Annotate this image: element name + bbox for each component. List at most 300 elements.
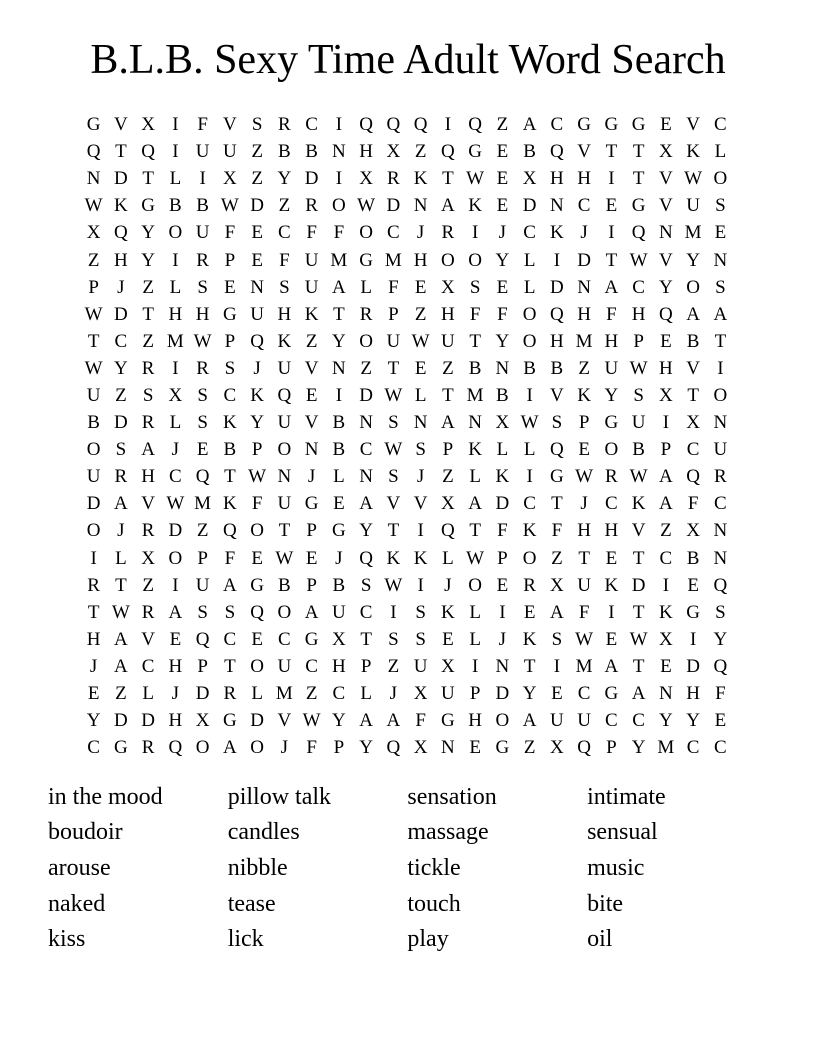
grid-letter-r17c10: J (335, 547, 343, 569)
grid-letter-r22c1: E (87, 683, 100, 705)
grid-letter-r15c17: C (523, 493, 536, 515)
grid-letter-r2c1: Q (86, 141, 101, 163)
grid-letter-r2c21: T (632, 141, 645, 163)
grid-letter-r6c4: I (172, 249, 179, 271)
grid-letter-r5c3: Y (141, 222, 155, 244)
grid-letter-r21c6: T (224, 655, 236, 677)
grid-letter-r4c2: K (114, 195, 128, 217)
grid-letter-r9c9: Z (305, 330, 318, 352)
grid-letter-r16c10: G (332, 520, 346, 542)
grid-letter-r23c21: C (632, 710, 645, 732)
grid-letter-r21c20: A (604, 655, 619, 677)
grid-letter-r14c3: H (141, 466, 155, 488)
grid-letter-r7c23: O (686, 276, 700, 298)
grid-letter-r22c6: R (223, 683, 237, 705)
grid-letter-r3c2: D (114, 168, 128, 190)
grid-letter-r15c19: J (580, 493, 588, 515)
grid-letter-r15c11: A (359, 493, 373, 515)
grid-letter-r23c15: H (468, 710, 482, 732)
grid-letter-r4c16: E (496, 195, 509, 217)
grid-letter-r5c1: X (86, 222, 101, 244)
grid-letter-r3c18: H (550, 168, 564, 190)
grid-letter-r13c23: C (686, 439, 700, 461)
grid-letter-r22c12: J (389, 683, 398, 705)
grid-letter-r9c10: Y (332, 330, 346, 352)
grid-letter-r19c18: A (550, 601, 564, 623)
grid-letter-r17c14: L (442, 547, 454, 569)
grid-letter-r11c16: B (496, 384, 509, 406)
grid-letter-r14c22: A (659, 466, 673, 488)
grid-letter-r3c24: O (713, 168, 728, 190)
grid-letter-r3c11: X (359, 168, 373, 190)
grid-letter-r10c24: I (717, 357, 724, 379)
grid-letter-r9c7: Q (250, 330, 264, 352)
grid-letter-r6c11: G (359, 249, 373, 271)
grid-letter-r7c1: P (88, 276, 99, 298)
word-list-item: intimate (587, 783, 666, 810)
grid-letter-r5c4: O (168, 222, 183, 244)
grid-letter-r24c5: O (195, 737, 210, 759)
grid-letter-r24c18: X (550, 737, 564, 759)
grid-letter-r6c19: D (577, 249, 591, 271)
grid-letter-r3c15: W (466, 168, 485, 190)
grid-letter-r23c11: A (359, 710, 373, 732)
grid-letter-r5c14: R (441, 222, 455, 244)
grid-letter-r20c21: W (629, 628, 648, 650)
grid-letter-r6c23: Y (686, 249, 700, 271)
grid-letter-r19c11: C (359, 601, 373, 623)
grid-letter-r2c11: H (359, 141, 373, 163)
grid-letter-r17c22: C (659, 547, 673, 569)
grid-letter-r3c17: X (522, 168, 537, 190)
grid-letter-r18c1: R (87, 574, 100, 596)
grid-letter-r13c10: B (332, 439, 346, 461)
grid-letter-r1c3: X (141, 114, 155, 136)
grid-letter-r12c6: K (223, 412, 237, 434)
grid-letter-r18c13: I (417, 574, 424, 596)
grid-letter-r21c9: C (305, 655, 318, 677)
grid-letter-r10c8: U (277, 357, 292, 379)
grid-letter-r12c15: N (468, 412, 482, 434)
grid-letter-r20c2: A (114, 628, 128, 650)
word-list-item: nibble (227, 854, 288, 881)
grid-letter-r11c7: K (250, 384, 264, 406)
grid-letter-r15c13: V (413, 493, 428, 515)
grid-letter-r11c2: Z (115, 384, 127, 406)
grid-letter-r13c22: P (660, 439, 672, 461)
grid-letter-r20c14: E (442, 628, 454, 650)
grid-letter-r8c1: W (84, 303, 103, 325)
grid-letter-r17c23: B (686, 547, 700, 569)
grid-letter-r8c15: F (469, 303, 481, 325)
grid-letter-r5c7: E (251, 222, 263, 244)
grid-letter-r10c5: R (196, 357, 209, 379)
grid-letter-r4c20: E (605, 195, 618, 217)
grid-letter-r13c19: E (578, 439, 590, 461)
grid-letter-r19c21: T (632, 601, 645, 623)
grid-letter-r10c15: B (468, 357, 482, 379)
grid-letter-r2c8: B (278, 141, 291, 163)
grid-letter-r5c20: I (608, 222, 615, 244)
grid-letter-r1c14: I (444, 114, 452, 136)
grid-letter-r19c9: A (304, 601, 319, 623)
grid-letter-r24c19: Q (577, 737, 591, 759)
grid-letter-r8c13: Z (414, 303, 427, 325)
grid-letter-r1c2: V (114, 114, 128, 136)
grid-letter-r2c2: T (115, 141, 127, 163)
grid-letter-r20c8: C (278, 628, 291, 650)
grid-letter-r17c9: E (305, 547, 318, 569)
grid-letter-r11c15: M (466, 384, 484, 406)
grid-letter-r18c16: E (496, 574, 509, 596)
grid-letter-r16c6: Q (223, 520, 237, 542)
grid-letter-r7c13: E (414, 276, 427, 298)
grid-letter-r9c11: O (359, 330, 373, 352)
grid-letter-r22c7: L (251, 683, 263, 705)
grid-letter-r15c10: E (333, 493, 345, 515)
grid-letter-r7c19: N (577, 276, 591, 298)
grid-letter-r22c18: E (551, 683, 563, 705)
grid-letter-r12c2: D (114, 412, 128, 434)
grid-letter-r5c18: K (550, 222, 564, 244)
grid-letter-r11c24: O (713, 384, 728, 406)
grid-letter-r11c20: Y (604, 384, 619, 406)
grid-letter-r3c4: L (169, 168, 182, 190)
grid-letter-r23c13: F (415, 710, 426, 732)
grid-letter-r21c3: C (141, 655, 155, 677)
grid-letter-r19c16: I (499, 601, 506, 623)
grid-letter-r18c15: O (468, 574, 482, 596)
grid-letter-r20c12: S (388, 628, 399, 650)
grid-letter-r7c12: F (388, 276, 399, 298)
grid-letter-r18c9: P (306, 574, 317, 596)
grid-letter-r17c12: K (386, 547, 401, 569)
grid-letter-r16c7: O (250, 520, 264, 542)
grid-letter-r24c7: O (250, 737, 264, 759)
grid-letter-r1c13: Q (413, 114, 428, 136)
grid-letter-r13c21: B (632, 439, 645, 461)
grid-letter-r24c20: P (606, 737, 617, 759)
grid-letter-r4c9: R (305, 195, 318, 217)
grid-letter-r4c15: K (468, 195, 482, 217)
grid-letter-r6c3: Y (141, 249, 155, 271)
grid-letter-r2c24: L (714, 141, 727, 163)
grid-letter-r6c14: O (441, 249, 455, 271)
grid-letter-r19c13: S (415, 601, 426, 623)
grid-letter-r1c23: V (686, 114, 700, 136)
grid-letter-r21c7: O (250, 655, 264, 677)
grid-letter-r15c2: A (114, 493, 128, 515)
grid-letter-r9c13: W (411, 330, 430, 352)
grid-letter-r9c24: T (714, 330, 727, 352)
grid-letter-r24c3: R (141, 737, 155, 759)
grid-letter-r13c8: O (277, 439, 292, 461)
grid-letter-r8c21: H (631, 303, 646, 325)
grid-letter-r6c24: N (713, 249, 728, 271)
grid-letter-r12c5: S (197, 412, 208, 434)
grid-letter-r22c16: D (495, 683, 510, 705)
page-title: B.L.B. Sexy Time Adult Word Search (90, 37, 726, 83)
grid-letter-r10c7: J (253, 357, 261, 379)
word-list-item: boudoir (48, 819, 123, 846)
grid-letter-r4c19: C (577, 195, 591, 217)
grid-letter-r24c23: C (686, 737, 700, 759)
grid-letter-r12c21: U (631, 412, 646, 434)
grid-letter-r15c3: V (141, 493, 155, 515)
grid-letter-r15c16: D (495, 493, 510, 515)
grid-letter-r15c23: F (687, 493, 699, 515)
grid-letter-r7c17: L (523, 276, 536, 298)
grid-letter-r7c11: L (360, 276, 372, 298)
grid-letter-r1c21: G (631, 114, 646, 136)
grid-letter-r13c6: B (223, 439, 237, 461)
grid-letter-r6c2: H (114, 249, 128, 271)
grid-letter-r8c7: U (250, 303, 264, 325)
grid-letter-r20c7: E (251, 628, 263, 650)
grid-letter-r15c14: X (441, 493, 455, 515)
grid-letter-r8c5: H (195, 303, 210, 325)
grid-letter-r15c8: U (277, 493, 292, 515)
grid-letter-r1c1: G (86, 114, 101, 136)
grid-letter-r12c11: N (359, 412, 373, 434)
grid-letter-r12c22: I (662, 412, 670, 434)
grid-letter-r21c19: M (575, 655, 593, 677)
grid-letter-r13c15: K (468, 439, 482, 461)
grid-letter-r20c18: S (551, 628, 563, 650)
grid-letter-r11c12: W (384, 384, 403, 406)
grid-letter-r12c20: G (604, 412, 619, 434)
grid-letter-r1c17: A (522, 114, 537, 136)
grid-letter-r12c8: U (277, 412, 292, 434)
grid-letter-r20c10: X (332, 628, 346, 650)
grid-letter-r19c6: S (224, 601, 236, 623)
grid-letter-r9c22: E (660, 330, 672, 352)
grid-letter-r9c2: C (114, 330, 128, 352)
grid-letter-r9c15: T (469, 330, 481, 352)
grid-letter-r2c19: V (577, 141, 591, 163)
grid-letter-r10c17: B (523, 357, 536, 379)
grid-letter-r10c2: Y (114, 357, 128, 379)
grid-letter-r6c12: M (384, 249, 402, 271)
word-list-item: kiss (48, 926, 86, 953)
grid-letter-r11c13: L (414, 384, 427, 406)
grid-letter-r2c14: Q (441, 141, 455, 163)
grid-letter-r21c17: T (523, 655, 536, 677)
grid-letter-r13c4: J (171, 439, 180, 461)
grid-letter-r21c1: J (89, 655, 98, 677)
grid-letter-r11c17: I (526, 384, 533, 406)
grid-letter-r4c6: W (220, 195, 239, 217)
word-list-item: music (587, 854, 645, 881)
grid-letter-r18c22: I (662, 574, 670, 596)
grid-letter-r13c3: A (141, 439, 155, 461)
grid-letter-r19c19: F (578, 601, 590, 623)
grid-letter-r16c5: Z (196, 520, 209, 542)
grid-letter-r16c19: H (577, 520, 591, 542)
grid-letter-r23c6: G (223, 710, 237, 732)
grid-letter-r20c22: X (659, 628, 673, 650)
grid-letter-r14c12: S (388, 466, 399, 488)
grid-letter-r2c9: B (305, 141, 318, 163)
word-list-item: tickle (407, 854, 461, 881)
grid-letter-r6c1: Z (87, 249, 100, 271)
grid-letter-r19c22: K (659, 601, 673, 623)
grid-letter-r10c10: N (332, 357, 346, 379)
grid-letter-r24c15: E (469, 737, 481, 759)
grid-letter-r8c6: G (223, 303, 237, 325)
grid-letter-r9c5: W (193, 330, 212, 352)
grid-letter-r5c13: J (416, 222, 425, 244)
grid-letter-r19c17: E (523, 601, 536, 623)
grid-letter-r15c18: T (551, 493, 563, 515)
grid-letter-r8c3: T (142, 303, 154, 325)
grid-letter-r5c5: U (195, 222, 210, 244)
grid-letter-r10c23: V (686, 357, 700, 379)
grid-letter-r21c15: I (471, 655, 479, 677)
grid-letter-r7c14: X (441, 276, 455, 298)
grid-letter-r12c12: S (388, 412, 399, 434)
word-list-item: naked (48, 890, 106, 917)
grid-letter-r6c13: H (413, 249, 428, 271)
grid-letter-r15c4: W (166, 493, 185, 515)
grid-letter-r14c9: J (307, 466, 316, 488)
grid-letter-r9c23: B (686, 330, 700, 352)
word-list-item: lick (227, 926, 264, 953)
grid-letter-r5c17: C (523, 222, 536, 244)
grid-letter-r2c15: G (468, 141, 482, 163)
grid-letter-r2c5: U (195, 141, 210, 163)
grid-letter-r1c8: R (278, 114, 291, 136)
grid-letter-r20c24: Y (713, 628, 728, 650)
grid-letter-r7c3: Z (142, 276, 154, 298)
grid-letter-r2c4: I (172, 141, 179, 163)
grid-letter-r23c7: D (250, 710, 264, 732)
grid-letter-r6c5: R (196, 249, 209, 271)
grid-letter-r20c16: J (498, 628, 507, 650)
grid-letter-r9c12: U (386, 330, 401, 352)
grid-letter-r18c20: K (604, 574, 619, 596)
grid-letter-r18c5: U (195, 574, 210, 596)
grid-letter-r23c9: W (302, 710, 321, 732)
grid-letter-r12c9: V (304, 412, 319, 434)
grid-letter-r7c15: S (469, 276, 481, 298)
grid-letter-r12c10: B (332, 412, 346, 434)
grid-letter-r14c5: Q (195, 466, 210, 488)
grid-letter-r22c15: P (469, 683, 481, 705)
grid-letter-r7c10: A (332, 276, 346, 298)
grid-letter-r6c16: Y (495, 249, 510, 271)
grid-letter-r23c14: G (441, 710, 455, 732)
grid-letter-r7c22: Y (659, 276, 673, 298)
grid-letter-r10c3: R (141, 357, 155, 379)
grid-letter-r22c19: C (577, 683, 591, 705)
grid-letter-r13c7: P (251, 439, 263, 461)
grid-letter-r20c15: L (469, 628, 481, 650)
grid-letter-r18c21: D (631, 574, 646, 596)
grid-letter-r1c24: C (714, 114, 727, 136)
grid-letter-r14c17: I (526, 466, 533, 488)
grid-letter-r23c3: D (141, 710, 155, 732)
grid-letter-r18c4: I (172, 574, 179, 596)
grid-letter-r19c24: S (715, 601, 726, 623)
grid-letter-r20c3: V (141, 628, 155, 650)
grid-letter-r22c23: H (686, 683, 700, 705)
grid-letter-r22c21: A (631, 683, 646, 705)
grid-letter-r8c18: Q (550, 303, 564, 325)
grid-letter-r21c22: E (660, 655, 672, 677)
word-list-item: play (407, 926, 449, 953)
grid-letter-r3c1: N (86, 168, 101, 190)
grid-letter-r8c17: O (522, 303, 537, 325)
grid-letter-r8c10: T (333, 303, 345, 325)
grid-letter-r5c22: N (659, 222, 673, 244)
grid-letter-r11c10: I (335, 384, 343, 406)
grid-letter-r10c19: Z (578, 357, 590, 379)
grid-letter-r9c19: M (575, 330, 593, 352)
grid-letter-r16c3: R (141, 520, 155, 542)
grid-letter-r16c9: P (306, 520, 317, 542)
grid-letter-r19c20: I (608, 601, 615, 623)
grid-letter-r11c11: D (359, 384, 373, 406)
grid-letter-r24c16: G (495, 737, 510, 759)
grid-letter-r17c8: W (275, 547, 294, 569)
grid-letter-r10c20: U (604, 357, 619, 379)
grid-letter-r20c1: H (86, 628, 101, 650)
grid-letter-r5c2: Q (114, 222, 128, 244)
grid-letter-r23c8: V (277, 710, 292, 732)
grid-letter-r8c22: Q (659, 303, 673, 325)
grid-letter-r16c22: Z (660, 520, 672, 542)
grid-letter-r23c20: C (605, 710, 618, 732)
grid-letter-r24c17: Z (523, 737, 536, 759)
grid-letter-r17c3: X (141, 547, 155, 569)
grid-letter-r24c24: C (714, 737, 727, 759)
grid-letter-r11c5: S (197, 384, 208, 406)
grid-letter-r13c14: P (442, 439, 454, 461)
grid-letter-r23c12: A (386, 710, 401, 732)
grid-letter-r4c21: G (631, 195, 646, 217)
grid-letter-r13c24: U (713, 439, 728, 461)
grid-letter-r24c22: M (657, 737, 675, 759)
grid-letter-r21c11: P (360, 655, 372, 677)
grid-letter-r3c14: T (442, 168, 454, 190)
grid-letter-r24c2: G (114, 737, 128, 759)
grid-letter-r24c10: P (333, 737, 345, 759)
grid-letter-r14c21: W (629, 466, 648, 488)
grid-letter-r11c19: K (577, 384, 591, 406)
grid-letter-r14c1: U (86, 466, 101, 488)
grid-letter-r15c1: D (86, 493, 101, 515)
grid-letter-r4c3: G (141, 195, 155, 217)
grid-letter-r13c5: E (196, 439, 209, 461)
grid-letter-r19c5: S (197, 601, 208, 623)
grid-letter-r23c23: Y (686, 710, 700, 732)
grid-letter-r16c15: T (469, 520, 481, 542)
grid-letter-r14c11: N (359, 466, 373, 488)
grid-letter-r22c22: N (659, 683, 673, 705)
grid-letter-r7c7: N (250, 276, 264, 298)
grid-letter-r6c7: E (251, 249, 263, 271)
grid-letter-r24c21: Y (631, 737, 646, 759)
grid-letter-r5c15: I (471, 222, 479, 244)
grid-letter-r12c3: R (141, 412, 155, 434)
grid-letter-r17c2: L (115, 547, 127, 569)
grid-letter-r2c16: E (496, 141, 509, 163)
grid-letter-r4c17: D (522, 195, 537, 217)
grid-letter-r8c23: A (686, 303, 700, 325)
grid-letter-r22c8: M (275, 683, 293, 705)
grid-letter-r15c20: C (605, 493, 618, 515)
